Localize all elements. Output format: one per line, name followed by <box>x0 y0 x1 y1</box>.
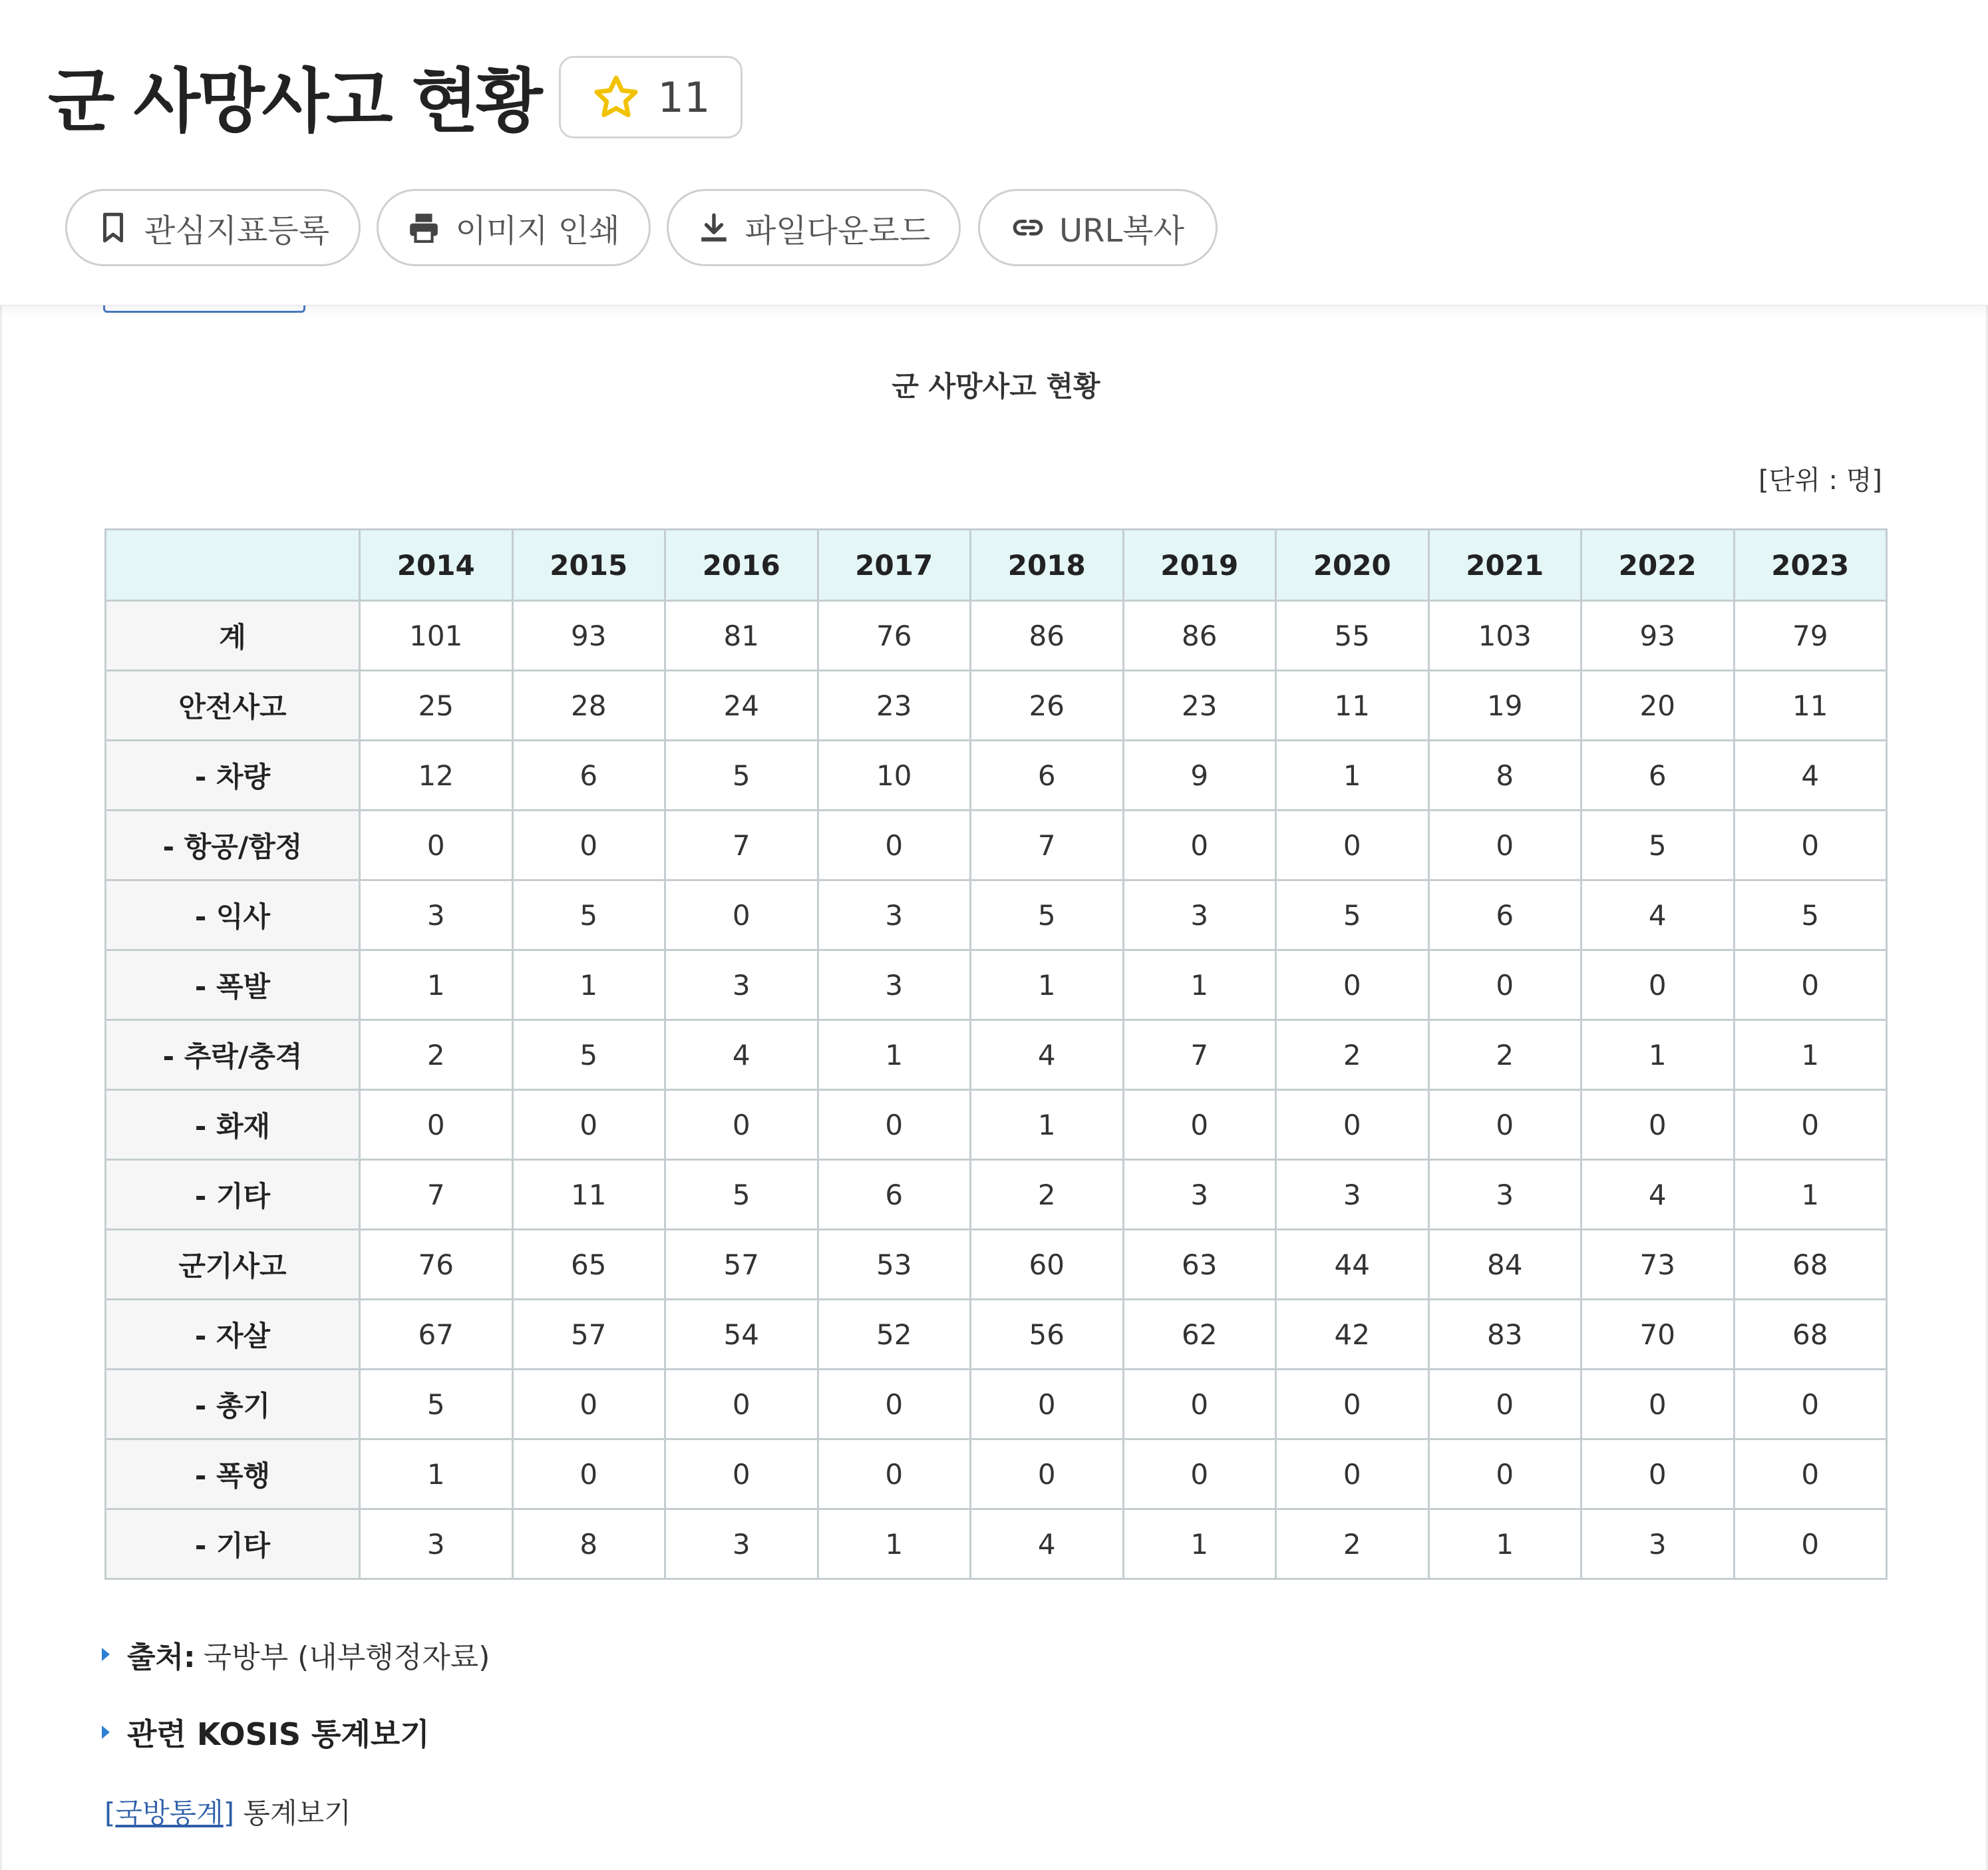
table-cell: 2 <box>1428 1020 1581 1090</box>
table-cell: 7 <box>1123 1020 1276 1090</box>
table-cell: 1 <box>512 950 665 1020</box>
source-row <box>102 1633 490 1676</box>
table-cell: 12 <box>360 741 513 811</box>
link-icon <box>1011 211 1045 244</box>
table-cell: 0 <box>1428 811 1581 880</box>
table-cell: 0 <box>1428 1439 1581 1509</box>
table-row <box>106 880 1887 950</box>
row-label: - 항공/함정 <box>106 811 360 880</box>
table-cell: 0 <box>1428 950 1581 1020</box>
year-header: 2015 <box>512 530 665 601</box>
table-cell: 3 <box>360 1509 513 1579</box>
table-cell: 0 <box>1581 1439 1735 1509</box>
table-cell: 0 <box>360 1090 513 1160</box>
table-cell: 4 <box>1581 1160 1735 1230</box>
table-cell: 76 <box>818 601 971 671</box>
table-cell: 57 <box>512 1300 665 1370</box>
table-cell: 4 <box>1581 880 1735 950</box>
table-cell: 63 <box>1123 1230 1276 1300</box>
table-cell: 0 <box>971 1370 1124 1439</box>
year-header: 2023 <box>1734 530 1887 601</box>
table-cell: 5 <box>665 741 818 811</box>
table-cell: 4 <box>971 1509 1124 1579</box>
table-cell: 0 <box>665 1090 818 1160</box>
table-cell: 5 <box>360 1370 513 1439</box>
table-cell: 68 <box>1734 1230 1887 1300</box>
table-cell: 0 <box>1581 950 1735 1020</box>
row-label: 계 <box>106 601 360 671</box>
year-header: 2016 <box>665 530 818 601</box>
table-cell: 0 <box>1123 1439 1276 1509</box>
table-cell: 1 <box>1428 1509 1581 1579</box>
link-bracket-open: [ <box>104 1797 116 1829</box>
year-header: 2018 <box>971 530 1124 601</box>
table-row <box>106 950 1887 1020</box>
table-cell: 1 <box>971 1090 1124 1160</box>
table-row <box>106 601 1887 671</box>
table-cell: 26 <box>971 671 1124 741</box>
table-cell: 5 <box>1581 811 1735 880</box>
year-header: 2014 <box>360 530 513 601</box>
table-cell: 19 <box>1428 671 1581 741</box>
page-title: 군 사망사고 현황 <box>48 61 540 142</box>
row-label: - 기타 <box>106 1509 360 1579</box>
table-cell: 5 <box>512 1020 665 1090</box>
table-cell: 3 <box>1581 1509 1735 1579</box>
table-cell: 2 <box>1276 1509 1429 1579</box>
table-cell: 0 <box>665 1439 818 1509</box>
table-cell: 10 <box>818 741 971 811</box>
table-cell: 9 <box>1123 741 1276 811</box>
table-cell: 54 <box>665 1300 818 1370</box>
table-cell: 0 <box>1581 1370 1735 1439</box>
table-cell: 86 <box>971 601 1124 671</box>
table-cell: 7 <box>360 1160 513 1230</box>
table-cell: 23 <box>1123 671 1276 741</box>
view-statistics-text: 통계보기 <box>234 1797 351 1829</box>
table-cell: 4 <box>665 1020 818 1090</box>
table-cell: 65 <box>512 1230 665 1300</box>
table-cell: 1 <box>1734 1160 1887 1230</box>
table-row <box>106 1439 1887 1509</box>
table-row <box>106 1230 1887 1300</box>
table-cell: 11 <box>1276 671 1429 741</box>
download-icon <box>697 211 731 244</box>
table-cell: 0 <box>512 1090 665 1160</box>
table-cell: 76 <box>360 1230 513 1300</box>
table-cell: 5 <box>1734 880 1887 950</box>
copy-url-button[interactable] <box>978 189 1218 266</box>
table-header-row <box>106 530 1887 601</box>
table-cell: 0 <box>512 811 665 880</box>
table-cell: 1 <box>818 1509 971 1579</box>
table-cell: 93 <box>512 601 665 671</box>
table-cell: 3 <box>1276 1160 1429 1230</box>
table-cell: 1 <box>1123 950 1276 1020</box>
table-row <box>106 741 1887 811</box>
file-download-button[interactable] <box>667 189 961 266</box>
table-cell: 101 <box>360 601 513 671</box>
table-cell: 7 <box>665 811 818 880</box>
table-cell: 6 <box>1428 880 1581 950</box>
table-cell: 5 <box>1276 880 1429 950</box>
table-cell: 0 <box>665 880 818 950</box>
table-cell: 56 <box>971 1300 1124 1370</box>
table-cell: 1 <box>1123 1509 1276 1579</box>
link-bracket-close: ] <box>223 1797 235 1829</box>
favorite-button[interactable] <box>559 56 743 138</box>
table-cell: 0 <box>1123 1370 1276 1439</box>
table-cell: 0 <box>1428 1090 1581 1160</box>
table-cell: 3 <box>818 880 971 950</box>
content-area <box>0 305 1988 1870</box>
table-cell: 2 <box>1276 1020 1429 1090</box>
table-cell: 0 <box>1276 811 1429 880</box>
row-label: - 차량 <box>106 741 360 811</box>
star-icon <box>591 73 641 122</box>
bookmark-icon <box>96 211 130 244</box>
table-cell: 103 <box>1428 601 1581 671</box>
table-cell: 73 <box>1581 1230 1735 1300</box>
table-cell: 1 <box>1581 1020 1735 1090</box>
related-section-heading <box>102 1710 430 1754</box>
table-cell: 3 <box>665 1509 818 1579</box>
table-cell: 70 <box>1581 1300 1735 1370</box>
table-cell: 0 <box>818 811 971 880</box>
row-label: - 추락/충격 <box>106 1020 360 1090</box>
related-link-row <box>104 1791 351 1831</box>
table-cell: 1 <box>1734 1020 1887 1090</box>
table-cell: 83 <box>1428 1300 1581 1370</box>
table-row <box>106 1090 1887 1160</box>
table-row <box>106 1370 1887 1439</box>
table-cell: 0 <box>512 1439 665 1509</box>
table-row <box>106 811 1887 880</box>
table-cell: 5 <box>971 880 1124 950</box>
table-cell: 0 <box>818 1090 971 1160</box>
table-cell: 0 <box>1734 1509 1887 1579</box>
table-cell: 8 <box>512 1509 665 1579</box>
table-cell: 53 <box>818 1230 971 1300</box>
year-header: 2021 <box>1428 530 1581 601</box>
table-cell: 0 <box>818 1370 971 1439</box>
table-cell: 25 <box>360 671 513 741</box>
table-row <box>106 1509 1887 1579</box>
table-cell: 0 <box>512 1370 665 1439</box>
table-cell: 20 <box>1581 671 1735 741</box>
table-cell: 57 <box>665 1230 818 1300</box>
table-cell: 0 <box>1734 811 1887 880</box>
table-cell: 86 <box>1123 601 1276 671</box>
copy-url-label: URL복사 <box>1059 212 1184 250</box>
print-image-label: 이미지 인쇄 <box>455 212 620 250</box>
table-cell: 28 <box>512 671 665 741</box>
register-indicator-label: 관심지표등록 <box>144 212 330 250</box>
table-cell: 0 <box>971 1439 1124 1509</box>
bullet-marker <box>102 1648 110 1661</box>
page-header <box>0 0 1988 305</box>
table-cell: 4 <box>1734 741 1887 811</box>
print-icon <box>407 211 440 244</box>
table-cell: 44 <box>1276 1230 1429 1300</box>
statistics-table <box>104 528 1888 1580</box>
table-cell: 93 <box>1581 601 1735 671</box>
table-cell: 84 <box>1428 1230 1581 1300</box>
table-cell: 11 <box>512 1160 665 1230</box>
table-cell: 68 <box>1734 1300 1887 1370</box>
table-cell: 0 <box>1276 950 1429 1020</box>
table-cell: 1 <box>818 1020 971 1090</box>
table-cell: 79 <box>1734 601 1887 671</box>
table-cell: 0 <box>1734 1370 1887 1439</box>
table-cell: 0 <box>1276 1370 1429 1439</box>
table-cell: 5 <box>512 880 665 950</box>
table-cell: 81 <box>665 601 818 671</box>
table-cell: 6 <box>512 741 665 811</box>
row-label: 안전사고 <box>106 671 360 741</box>
print-image-button[interactable] <box>377 189 651 266</box>
row-label: - 익사 <box>106 880 360 950</box>
table-cell: 23 <box>818 671 971 741</box>
favorite-count: 11 <box>657 73 711 122</box>
table-cell: 0 <box>1734 950 1887 1020</box>
year-header: 2019 <box>1123 530 1276 601</box>
table-cell: 0 <box>1581 1090 1735 1160</box>
year-header: 2022 <box>1581 530 1735 601</box>
table-cell: 2 <box>971 1160 1124 1230</box>
table-cell: 3 <box>360 880 513 950</box>
table-cell: 0 <box>1276 1090 1429 1160</box>
table-cell: 0 <box>1428 1370 1581 1439</box>
table-cell: 0 <box>1734 1439 1887 1509</box>
table-cell: 6 <box>818 1160 971 1230</box>
table-cell: 2 <box>360 1020 513 1090</box>
row-label: - 자살 <box>106 1300 360 1370</box>
table-cell: 42 <box>1276 1300 1429 1370</box>
table-corner-cell <box>106 530 360 601</box>
table-cell: 55 <box>1276 601 1429 671</box>
table-cell: 3 <box>1428 1160 1581 1230</box>
table-cell: 1 <box>360 1439 513 1509</box>
unit-label: [단위 : 명] <box>1758 465 1882 496</box>
bullet-marker <box>102 1726 110 1739</box>
table-cell: 1 <box>1276 741 1429 811</box>
table-cell: 5 <box>665 1160 818 1230</box>
source-value: 국방부 (내부행정자료) <box>203 1640 490 1674</box>
table-cell: 1 <box>360 950 513 1020</box>
table-cell: 0 <box>1123 811 1276 880</box>
table-cell: 8 <box>1428 741 1581 811</box>
row-label: - 폭행 <box>106 1439 360 1509</box>
table-cell: 67 <box>360 1300 513 1370</box>
year-header: 2017 <box>818 530 971 601</box>
table-title: 군 사망사고 현황 <box>892 370 1100 403</box>
table-cell: 0 <box>665 1370 818 1439</box>
row-label: 군기사고 <box>106 1230 360 1300</box>
table-cell: 60 <box>971 1230 1124 1300</box>
table-cell: 0 <box>1734 1090 1887 1160</box>
table-cell: 6 <box>971 741 1124 811</box>
table-cell: 6 <box>1581 741 1735 811</box>
table-cell: 3 <box>818 950 971 1020</box>
table-cell: 3 <box>665 950 818 1020</box>
related-title: 관련 KOSIS 통계보기 <box>127 1716 430 1752</box>
table-cell: 24 <box>665 671 818 741</box>
row-label: - 기타 <box>106 1160 360 1230</box>
table-cell: 0 <box>1123 1090 1276 1160</box>
file-download-label: 파일다운로드 <box>745 212 931 250</box>
table-row <box>106 1020 1887 1090</box>
year-header: 2020 <box>1276 530 1429 601</box>
table-cell: 4 <box>971 1020 1124 1090</box>
table-cell: 3 <box>1123 880 1276 950</box>
source-label: 출처: <box>127 1640 196 1674</box>
table-cell: 3 <box>1123 1160 1276 1230</box>
table-cell: 62 <box>1123 1300 1276 1370</box>
table-cell: 0 <box>360 811 513 880</box>
table-cell: 7 <box>971 811 1124 880</box>
table-cell: 0 <box>1276 1439 1429 1509</box>
row-label: - 화재 <box>106 1090 360 1160</box>
table-cell: 1 <box>971 950 1124 1020</box>
row-label: - 폭발 <box>106 950 360 1020</box>
register-indicator-button[interactable] <box>65 189 361 266</box>
tab-indicator <box>103 305 305 313</box>
table-row <box>106 671 1887 741</box>
table-cell: 52 <box>818 1300 971 1370</box>
row-label: - 총기 <box>106 1370 360 1439</box>
table-body <box>106 601 1887 1579</box>
defense-statistics-link[interactable]: 국방통계 <box>115 1797 224 1829</box>
table-cell: 11 <box>1734 671 1887 741</box>
table-row <box>106 1300 1887 1370</box>
table-row <box>106 1160 1887 1230</box>
table-cell: 0 <box>818 1439 971 1509</box>
